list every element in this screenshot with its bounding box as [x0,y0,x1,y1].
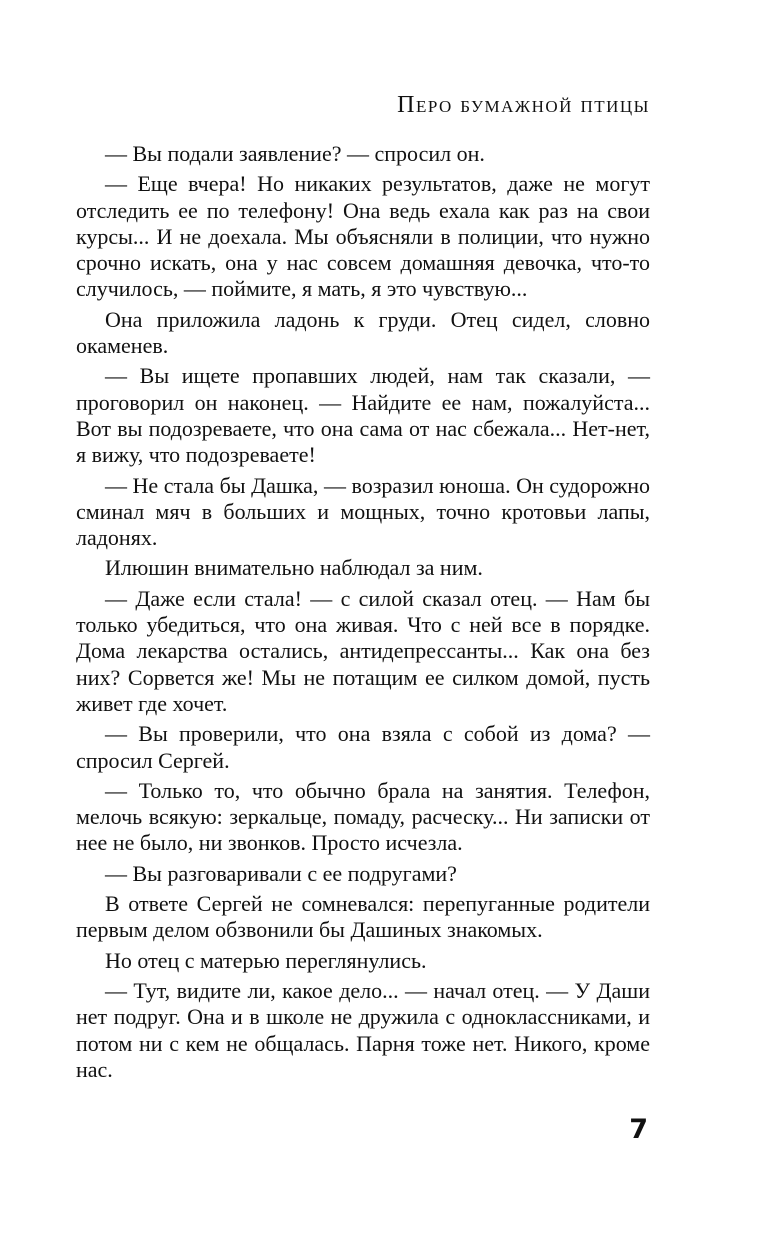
running-title: Перо бумажной птицы [397,92,650,118]
paragraph: Но отец с матерью переглянулись. [105,947,427,973]
paragraph: — Вы ищете пропавших людей, нам так сказали, — проговорил он наконец. — Найдите ее нам, пожалуйста... Вот вы подозреваете, что она сама от нас сбежала... Нет-нет, я вижу, что подозреваете! [76,363,650,468]
paragraph: — Вы разговаривали с ее подругами? [105,860,457,886]
paragraph: Илюшин внимательно наблюдал за ним. [105,555,483,581]
paragraph: — Тут, видите ли, какое дело... — начал отец. — У Даши нет подруг. Она и в школе не дружила с одноклассниками, и потом ни с кем не общалась. Парня тоже нет. Никого, кроме нас. [76,977,650,1082]
paragraph: В ответе Сергей не сомневался: перепуганные родители первым делом обзвонили бы Дашиных знакомых. [76,891,650,943]
paragraph: — Не стала бы Дашка, — возразил юноша. Он судорожно сминал мяч в больших и мощных, точно кротовьи лапы, ладонях. [76,472,650,551]
paragraph: — Даже если стала! — с силой сказал отец. — Нам бы только убедиться, что она живая. Что с ней все в порядке. Дома лекарства остались, антидепрессанты... Как она без них? Сорвется же! Мы не потащим ее силком домой, пусть живет где хочет. [76,585,650,716]
page-number: 7 [629,1114,648,1145]
body-text [76,141,650,1083]
paragraph: — Вы проверили, что она взяла с собой из дома? — спросил Сергей. [76,721,650,773]
paragraph: — Еще вчера! Но никаких результатов, даже не могут отследить ее по телефону! Она ведь ехала как раз на свои курсы... И не доехала. Мы объясняли в полиции, что нужно срочно искать, она у нас совсем домашняя девочка, что-то случилось, — поймите, я мать, я это чувствую... [76,171,650,302]
paragraph: — Вы подали заявление? — спросил он. [105,141,485,166]
paragraph: — Только то, что обычно брала на занятия. Телефон, мелочь всякую: зеркальце, помаду, расческу... Ни записки от нее не было, ни звонков. Просто исчезла. [76,777,650,856]
paragraph: Она приложила ладонь к груди. Отец сидел, словно окаменев. [76,306,650,359]
